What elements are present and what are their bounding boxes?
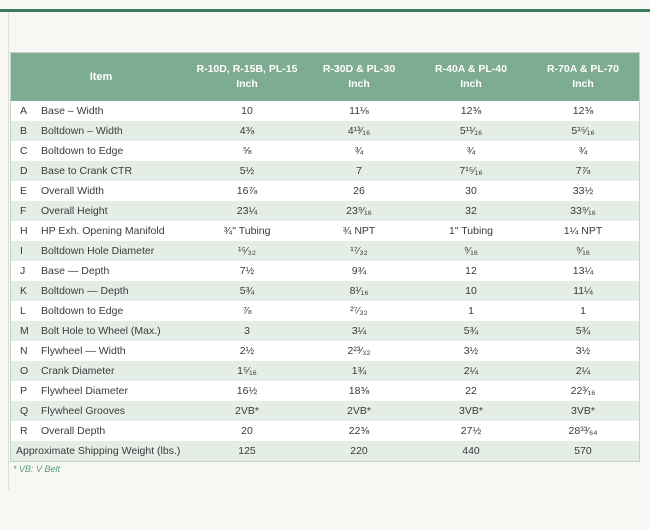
row-letter: L [20, 305, 26, 317]
row-value: 1¾ [351, 365, 367, 377]
row-value: 23⁹⁄₁₆ [346, 205, 372, 217]
row-letter: A [20, 105, 28, 117]
row-letter: N [20, 345, 28, 357]
table-row [11, 181, 639, 201]
column-header-label: R-10D, R-15B, PL-15 [196, 63, 298, 76]
row-value: 3 [244, 325, 250, 337]
row-value: 5½ [239, 165, 255, 177]
column-header-item: Item [89, 71, 113, 83]
column-header-unit: Inch [572, 78, 594, 90]
row-letter: I [20, 245, 23, 257]
column-header-unit: Inch [236, 78, 258, 90]
row-value: 22⅜ [348, 425, 370, 437]
row-value: ¹⁷⁄₃₂ [350, 245, 368, 257]
row-value: ²⁷⁄₃₂ [350, 305, 368, 317]
row-value: 12 [465, 265, 477, 277]
table-row [11, 401, 639, 421]
table-row [11, 281, 639, 301]
row-value: 10 [465, 285, 477, 297]
row-item-label: Base to Crank CTR [41, 165, 133, 177]
row-value: 20 [241, 425, 253, 437]
row-value: 33⁹⁄₁₆ [570, 205, 596, 217]
row-value: 26 [353, 185, 365, 197]
row-value: 3½ [463, 345, 479, 357]
row-value: 125 [238, 445, 256, 457]
row-value: 16½ [236, 385, 258, 397]
column-header-unit: Inch [348, 78, 370, 90]
row-value: 5¹¹⁄₁₆ [459, 125, 483, 137]
row-value: 2VB* [347, 405, 371, 417]
table-body [11, 101, 639, 461]
table-row [11, 261, 639, 281]
row-value: 27½ [460, 425, 482, 437]
row-letter: F [20, 205, 27, 217]
column-header-unit: Inch [460, 78, 482, 90]
row-value: 570 [574, 445, 592, 457]
row-value: 1 [468, 305, 474, 317]
row-item-label: Overall Width [41, 185, 105, 197]
row-item-label: Crank Diameter [41, 365, 115, 377]
row-letter: E [20, 185, 28, 197]
row-value: ⅝ [242, 145, 252, 157]
row-value: ¾" Tubing [223, 225, 271, 237]
table-row [11, 361, 639, 381]
row-value: 32 [465, 205, 477, 217]
left-edge-line [8, 12, 9, 490]
table-row-shipping-weight [11, 441, 639, 461]
row-value: ¾ NPT [342, 225, 376, 237]
row-value: 28³³⁄₆₄ [568, 425, 598, 437]
table-row [11, 141, 639, 161]
row-letter: K [20, 285, 28, 297]
row-value: 5¾ [575, 325, 591, 337]
row-value: ⁹⁄₁₆ [575, 245, 591, 257]
row-value: 30 [465, 185, 477, 197]
table-row [11, 241, 639, 261]
row-value: ¾ [354, 145, 364, 157]
row-value: ¾ [466, 145, 476, 157]
row-value: 22 [465, 385, 477, 397]
row-value: 7⅞ [575, 165, 591, 177]
row-letter: H [20, 225, 28, 237]
row-value: 8¹⁄₁₆ [349, 285, 369, 297]
column-header-r70a-pl70 [527, 53, 639, 101]
row-letter: C [20, 145, 28, 157]
row-value: ⅞ [242, 305, 252, 317]
row-value: 7 [356, 165, 362, 177]
row-item-label: Flywheel — Width [41, 345, 126, 357]
row-value: 3VB* [459, 405, 483, 417]
row-value: 33½ [572, 185, 594, 197]
row-value: 7¹⁵⁄₁₆ [459, 165, 483, 177]
table-row [11, 161, 639, 181]
row-value: 10 [241, 105, 253, 117]
row-value: 23¼ [236, 205, 258, 217]
row-item-label: Boltdown – Width [41, 125, 123, 137]
row-letter: Q [20, 405, 29, 417]
column-header-label: R-30D & PL-30 [322, 63, 396, 76]
row-value: 16⅞ [236, 185, 258, 197]
row-item-label: Flywheel Diameter [41, 385, 128, 397]
row-value: 1¼ NPT [563, 225, 603, 237]
row-value: 2²³⁄₃₂ [347, 345, 371, 357]
row-value: 2¼ [463, 365, 479, 377]
row-item-label: Bolt Hole to Wheel (Max.) [41, 325, 161, 337]
row-value: 7½ [239, 265, 255, 277]
row-letter: M [20, 325, 29, 337]
row-value: 1⁵⁄₁₆ [237, 365, 257, 377]
row-value: 5¾ [239, 285, 255, 297]
column-header-label: R-70A & PL-70 [547, 63, 619, 76]
row-value: 3½ [575, 345, 591, 357]
table-row [11, 201, 639, 221]
row-value: ¾ [578, 145, 588, 157]
top-divider-rule [0, 9, 650, 12]
row-value: 11⅛ [349, 105, 369, 117]
row-value: ⁹⁄₁₆ [463, 245, 479, 257]
table-row [11, 121, 639, 141]
row-value: 9¾ [351, 265, 367, 277]
column-header-r10d-r15b-pl15 [191, 53, 303, 101]
table-row [11, 301, 639, 321]
column-header-r30d-pl30 [303, 53, 415, 101]
table-row [11, 381, 639, 401]
row-letter: J [20, 265, 26, 277]
row-value: ¹⁵⁄₃₂ [238, 245, 256, 257]
row-value: 220 [350, 445, 368, 457]
column-header-label: R-40A & PL-40 [435, 63, 507, 76]
row-value: 2VB* [235, 405, 259, 417]
row-item-label: Boltdown to Edge [41, 305, 124, 317]
column-header-r40a-pl40 [415, 53, 527, 101]
table-row [11, 221, 639, 241]
row-item-label: Base – Width [41, 105, 104, 117]
row-value: 1 [580, 305, 586, 317]
row-value: 4⅜ [239, 125, 255, 137]
table-header [11, 53, 639, 101]
row-value: 12⅜ [572, 105, 594, 117]
row-item-label: Approximate Shipping Weight (lbs.) [16, 445, 181, 457]
row-value: 1" Tubing [448, 225, 493, 237]
table-row [11, 421, 639, 441]
row-item-label: Boltdown to Edge [41, 145, 124, 157]
table-row [11, 341, 639, 361]
row-item-label: Overall Height [41, 205, 108, 217]
row-letter: P [20, 385, 28, 397]
row-value: 22³⁄₁₆ [570, 385, 596, 397]
row-letter: B [20, 125, 28, 137]
row-letter: D [20, 165, 28, 177]
row-value: 11¼ [573, 285, 593, 297]
row-value: 2½ [239, 345, 255, 357]
row-value: 3VB* [571, 405, 595, 417]
row-letter: O [20, 365, 29, 377]
row-value: 2¼ [575, 365, 591, 377]
row-letter: R [20, 425, 28, 437]
row-value: 13¼ [572, 265, 594, 277]
row-item-label: Base — Depth [41, 265, 110, 277]
row-item-label: Boltdown — Depth [41, 285, 129, 297]
row-value: 5¹⁵⁄₁₆ [571, 125, 595, 137]
table-row [11, 321, 639, 341]
row-item-label: Flywheel Grooves [41, 405, 126, 417]
row-value: 18⅜ [348, 385, 370, 397]
specifications-table [10, 52, 640, 462]
table-row [11, 101, 639, 121]
row-item-label: HP Exh. Opening Manifold [41, 225, 165, 237]
vb-footnote: * VB: V Belt [13, 464, 61, 474]
row-value: 5¾ [463, 325, 479, 337]
row-value: 4¹³⁄₁₆ [347, 125, 371, 137]
row-item-label: Overall Depth [41, 425, 106, 437]
row-value: 440 [462, 445, 480, 457]
row-item-label: Boltdown Hole Diameter [41, 245, 155, 257]
row-value: 12⅜ [460, 105, 482, 117]
row-value: 3¼ [351, 325, 367, 337]
